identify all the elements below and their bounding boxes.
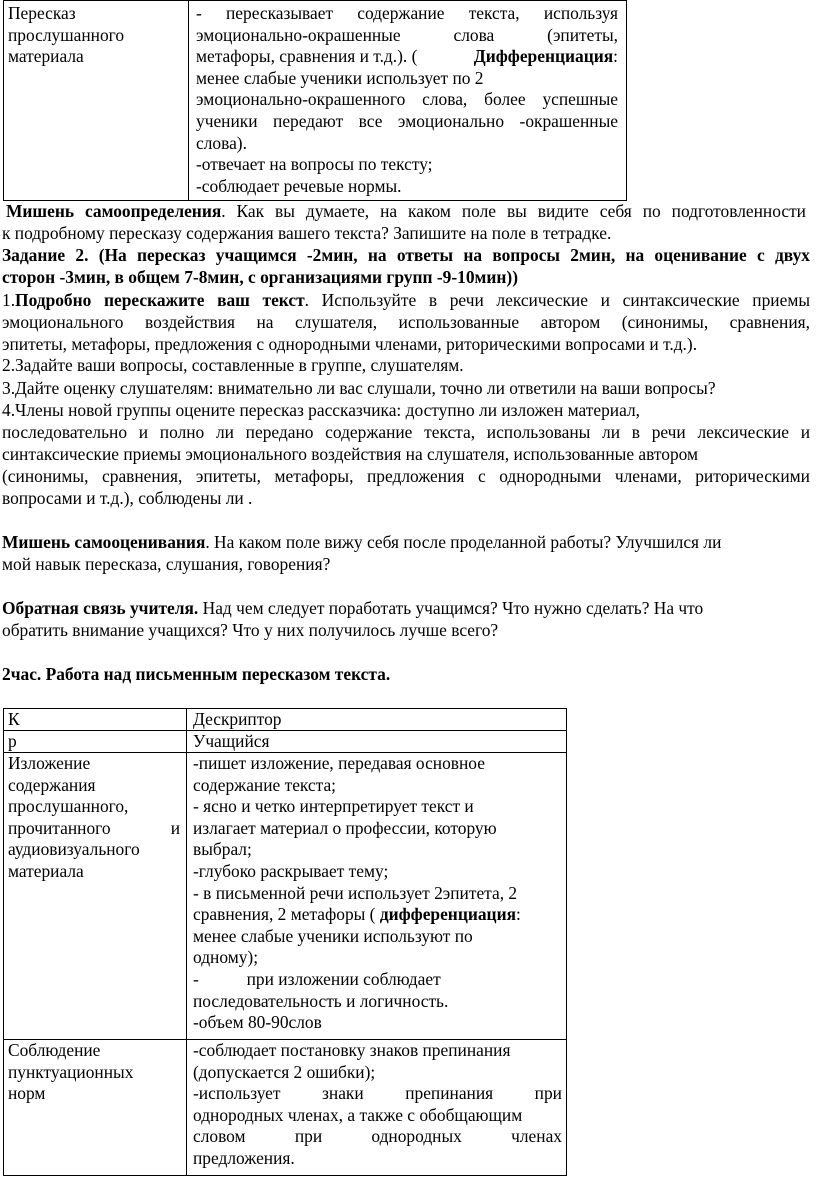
row2-right-cell [187,1040,567,1176]
row1-right-line: -пишет изложение, передавая основное [193,753,485,773]
row1-right-line: - в письменной речи использует 2эпитета, 2 [193,882,518,903]
self-evaluation-line-1 [2,532,810,554]
self-evaluation-text: . На каком поле вижу себя после проделанной работы? Улучшился ли [205,532,722,552]
row1-left-line: прослушанного, [8,796,129,817]
self-evaluation-title: Мишень самооценивания [2,532,206,552]
header-left-2: р [8,731,17,751]
row1-left-line: аудиовизуального [8,839,140,860]
row1-right-line: - при изложении соблюдает [193,968,441,989]
row2-left-line: пунктуационных [8,1061,134,1082]
row1-left-line: Изложение [8,753,91,773]
table-1 [3,0,627,201]
item1-line-3: эпитеты, метафоры, предложения с однородными членами, риторическими вопросами и т.д.). [2,334,698,354]
row1-right-cell [187,753,567,1040]
descriptor-line: -отвечает на вопросы по тексту; [196,154,433,175]
header-right-cell [187,709,567,731]
row1-left-word: и [170,817,180,838]
descriptor-text: метафоры, сравнения и т.д.). ( [196,46,418,67]
colon: : [516,904,521,925]
row2-right-line: (допускается 2 ошибки); [193,1061,376,1082]
row1-left-cell [4,753,187,1040]
row1-left-line: содержания [8,774,96,795]
criterion-label: Пересказ прослушанного материала [8,3,125,67]
item4-line-2: последовательно и полно ли передано содержание текста, использованы ли в речи лексические и [2,422,810,442]
header-right-cell-2 [187,731,567,753]
item4-line-5: вопросами и т.д.), соблюдены ли . [2,488,253,508]
descriptor-line: эмоционально-окрашенные слова (эпитеты, [196,24,618,45]
task2-line-1: Задание 2. (На пересказ учащимся -2мин, на ответы на вопросы 2мин, на оценивание с двух [2,245,810,265]
row1-left-line: материала [8,860,84,881]
table-header-row-2 [4,731,567,753]
row1-right-line: последовательность и логичность. [193,990,449,1011]
row1-right-line: - ясно и четко интерпретирует текст и [193,796,474,817]
row2-right-line: словом при однородных членах [193,1126,562,1147]
descriptor-line: менее слабые ученики использует по 2 [196,67,484,88]
criterion-cell [4,1,189,201]
item1-bold: Подробно перескажите ваш текст [15,290,305,310]
differentiation-bold: дифференциация [379,904,517,925]
teacher-feedback-text: Над чем следует поработать учащимся? Что нужно сделать? На что [198,598,704,618]
row1-right-line: -объем 80-90слов [193,1012,322,1033]
descriptor-line: ученики передают все эмоционально -окрашенные [196,110,618,131]
item4-line-4: (синонимы, сравнения, эпитеты, метафоры, предложения с однородными членами, риторическими [2,466,810,486]
descriptor-line: слова). [196,132,247,153]
item1-line-1 [2,290,810,312]
teacher-feedback-title: Обратная связь учителя. [2,598,199,618]
row2-right-line: однородных членах, а также с обобщающим [193,1104,523,1125]
header-left-cell [4,709,187,731]
item1-text: . Используйте в речи лексические и синтаксические приемы [304,290,811,310]
differentiation-bold: Дифференциация [473,46,614,67]
table-row [4,1,627,201]
item4-line-1: 4.Члены новой группы оцените пересказ рассказчика: доступно ли изложен материал, [2,400,640,420]
descriptor-line: - пересказывает содержание текста, используя [196,3,618,23]
descriptor-line: -соблюдает речевые нормы. [196,175,402,196]
table-row [4,753,567,1040]
header-left-cell-2 [4,731,187,753]
row1-left-word: прочитанного [8,817,111,838]
row1-right-line: менее слабые ученики используют по [193,925,473,946]
row1-right-line: -глубоко раскрывает тему; [193,860,389,881]
descriptor-cell [189,1,627,201]
task2-line-2: сторон -3мин, в общем 7-8мин, с организациями групп -9-10мин)) [2,267,518,287]
self-determination-line-1 [6,201,806,223]
teacher-feedback-line-1 [2,598,810,620]
row1-right-line: содержание текста; [193,774,337,795]
row2-right-line: -соблюдает постановку знаков препинания [193,1040,511,1060]
hour2-heading: 2час. Работа над письменным пересказом текста. [2,664,391,684]
row1-right-line [193,904,562,926]
header-left-1: К [8,709,20,729]
row1-right-text: сравнения, 2 метафоры ( [193,904,380,925]
row2-left-line: норм [8,1083,46,1104]
row1-left-line [8,818,180,840]
descriptor-line [196,46,618,68]
item4-line-3: синтаксические приемы эмоционального воздействия на слушателя, использованные автором [2,444,699,464]
table-row [4,1040,567,1176]
row2-left-line: Соблюдение [8,1040,101,1060]
item1-line-2: эмоционального воздействия на слушателя, использованные автором (синонимы, сравнения, [2,312,810,332]
table-header-row [4,709,567,731]
header-right-1: Дескриптор [193,709,282,729]
item2: 2.Задайте ваши вопросы, составленные в группе, слушателям. [2,355,464,375]
differentiation-label [474,46,618,68]
row2-right-line: -использует знаки препинания при [193,1083,562,1104]
colon: : [613,46,618,67]
row2-left-cell [4,1040,187,1176]
row1-right-line: одному); [193,947,259,968]
descriptor-line: эмоционально-окрашенного слова, более успешные [196,89,618,110]
header-right-2: Учащийся [193,731,270,751]
self-evaluation-line-2: мой навык пересказа, слушания, говорения? [2,554,331,574]
item3: 3.Дайте оценку слушателям: внимательно ли вас слушали, точно ли ответили на ваши вопросы? [2,378,716,398]
self-determination-line-2: к подробному пересказу содержания вашего текста? Запишите на поле в тетрадке. [2,223,612,243]
table-2 [3,708,567,1176]
row1-right-line: излагает материал о профессии, которую [193,817,497,838]
item1-number: 1. [2,290,16,310]
row1-right-line: выбрал; [193,839,252,860]
self-determination-title: Мишень самоопределения [6,201,222,221]
self-determination-text: . Как вы думаете, на каком поле вы видите себя по подготовленности [221,201,806,221]
row2-right-line: предложения. [193,1147,295,1168]
teacher-feedback-line-2: обратить внимание учащихся? Что у них получилось лучше всего? [2,620,499,640]
